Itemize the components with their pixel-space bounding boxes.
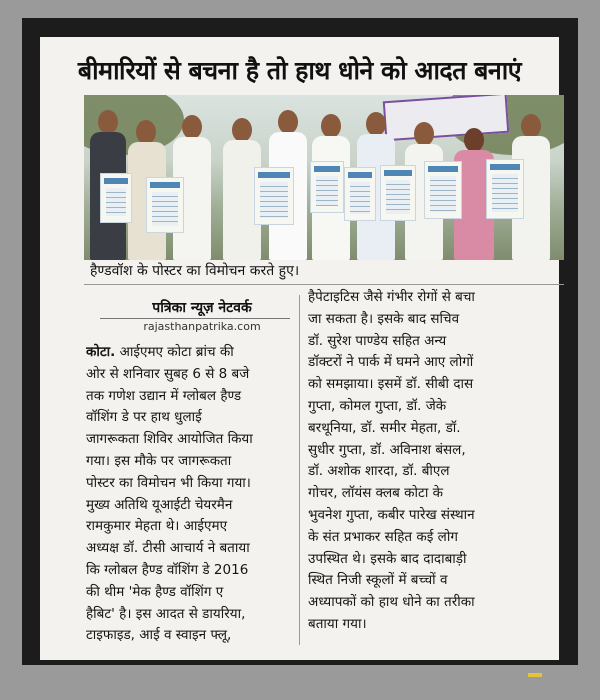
article-line: बरथूनिया, डॉ. समीर मेहता, डॉ.: [308, 419, 461, 436]
article-line: को समझाया। इसमें डॉ. सीबी दास: [308, 376, 474, 393]
article-line: ओर से शनिवार सुबह 6 से 8 बजे: [86, 365, 250, 382]
article-line: सुधीर गुप्ता, डॉ. अविनाश बंसल,: [308, 441, 466, 458]
article-line: कि ग्लोबल हैण्ड वॉशिंग डे 2016: [86, 561, 249, 578]
article-line: उपस्थित थे। इसके बाद दादाबाड़ी: [308, 550, 467, 567]
article-line: अध्यक्ष डॉ. टीसी आचार्य ने बताया: [86, 540, 250, 557]
article-line: स्थित निजी स्कूलों में बच्चों व: [308, 572, 448, 589]
handwash-poster: [100, 173, 132, 223]
article-line: डॉ. अशोक शारदा, डॉ. बीएल: [308, 463, 450, 480]
article-line: गुप्ता, कोमल गुप्ता, डॉ. जेके: [308, 397, 447, 414]
article-line: की थीम 'मेक हैण्ड वॉशिंग ए: [86, 583, 224, 600]
article-line: भुवनेश गुप्ता, कबीर पारेख संस्थान: [308, 506, 475, 523]
article-line: गया। इस मौके पर जागरूकता: [86, 452, 232, 469]
handwash-poster: [486, 159, 524, 219]
article-line: डॉक्टरों ने पार्क में घमने आए लोगों: [308, 354, 474, 371]
article-line: हैबिट' है। इस आदत से डायरिया,: [86, 605, 246, 622]
article-line: तक गणेश उद्यान में ग्लोबल हैण्ड: [86, 387, 242, 404]
article-line: गोचर, लॉयंस क्लब कोटा के: [308, 485, 444, 502]
photo-caption: हैण्डवॉश के पोस्टर का विमोचन करते हुए।: [90, 263, 300, 279]
byline-website: rajasthanpatrika.com: [143, 320, 261, 333]
article-line: हैपेटाइटिस जैसे गंभीर रोगों से बचा: [308, 289, 475, 305]
dateline: कोटा.: [86, 344, 116, 360]
article-column-left: [86, 342, 298, 647]
article-line: पोस्टर का विमोचन भी किया गया।: [86, 474, 251, 491]
article-line: जागरूकता शिविर आयोजित किया: [86, 431, 253, 448]
handwash-poster: [146, 177, 184, 233]
article-line: बताया गया।: [308, 615, 367, 632]
handwash-poster: [310, 161, 344, 213]
handwash-poster: [254, 167, 294, 225]
article-line: जा सकता है। इसके बाद सचिव: [308, 310, 460, 327]
handwash-poster: [380, 165, 416, 221]
article-line: अध्यापकों को हाथ धोने का तरीका: [308, 594, 475, 611]
group-photo: [84, 95, 564, 260]
highlight-mark: [528, 673, 542, 677]
byline-rule: [100, 318, 290, 319]
divider: [84, 284, 564, 285]
article-column-right: [308, 287, 558, 636]
handwash-poster: [424, 161, 462, 219]
article-line: वॉशिंग डे पर हाथ धुलाई: [86, 409, 202, 426]
article-line: कोटा. आईएमए कोटा ब्रांच की: [86, 344, 234, 360]
article-line: मुख्य अतिथि यूआईटी चेयरमैन: [86, 496, 233, 513]
byline-agency: पत्रिका न्यूज़ नेटवर्क: [152, 300, 252, 316]
article-line: के संत प्रभाकर सहित कई लोग: [308, 528, 458, 545]
headline: बीमारियों से बचना है तो हाथ धोने को आदत बनाएं: [77, 56, 522, 85]
article-line: डॉ. सुरेश पाण्डेय सहित अन्य: [308, 332, 447, 349]
article-line: टाइफाइड, आई व स्वाइन फ्लू,: [86, 627, 232, 644]
article-line: रामकुमार मेहता थे। आईएमए: [86, 518, 228, 535]
column-divider: [299, 295, 300, 645]
handwash-poster: [344, 167, 376, 221]
news-clipping: [40, 37, 559, 660]
